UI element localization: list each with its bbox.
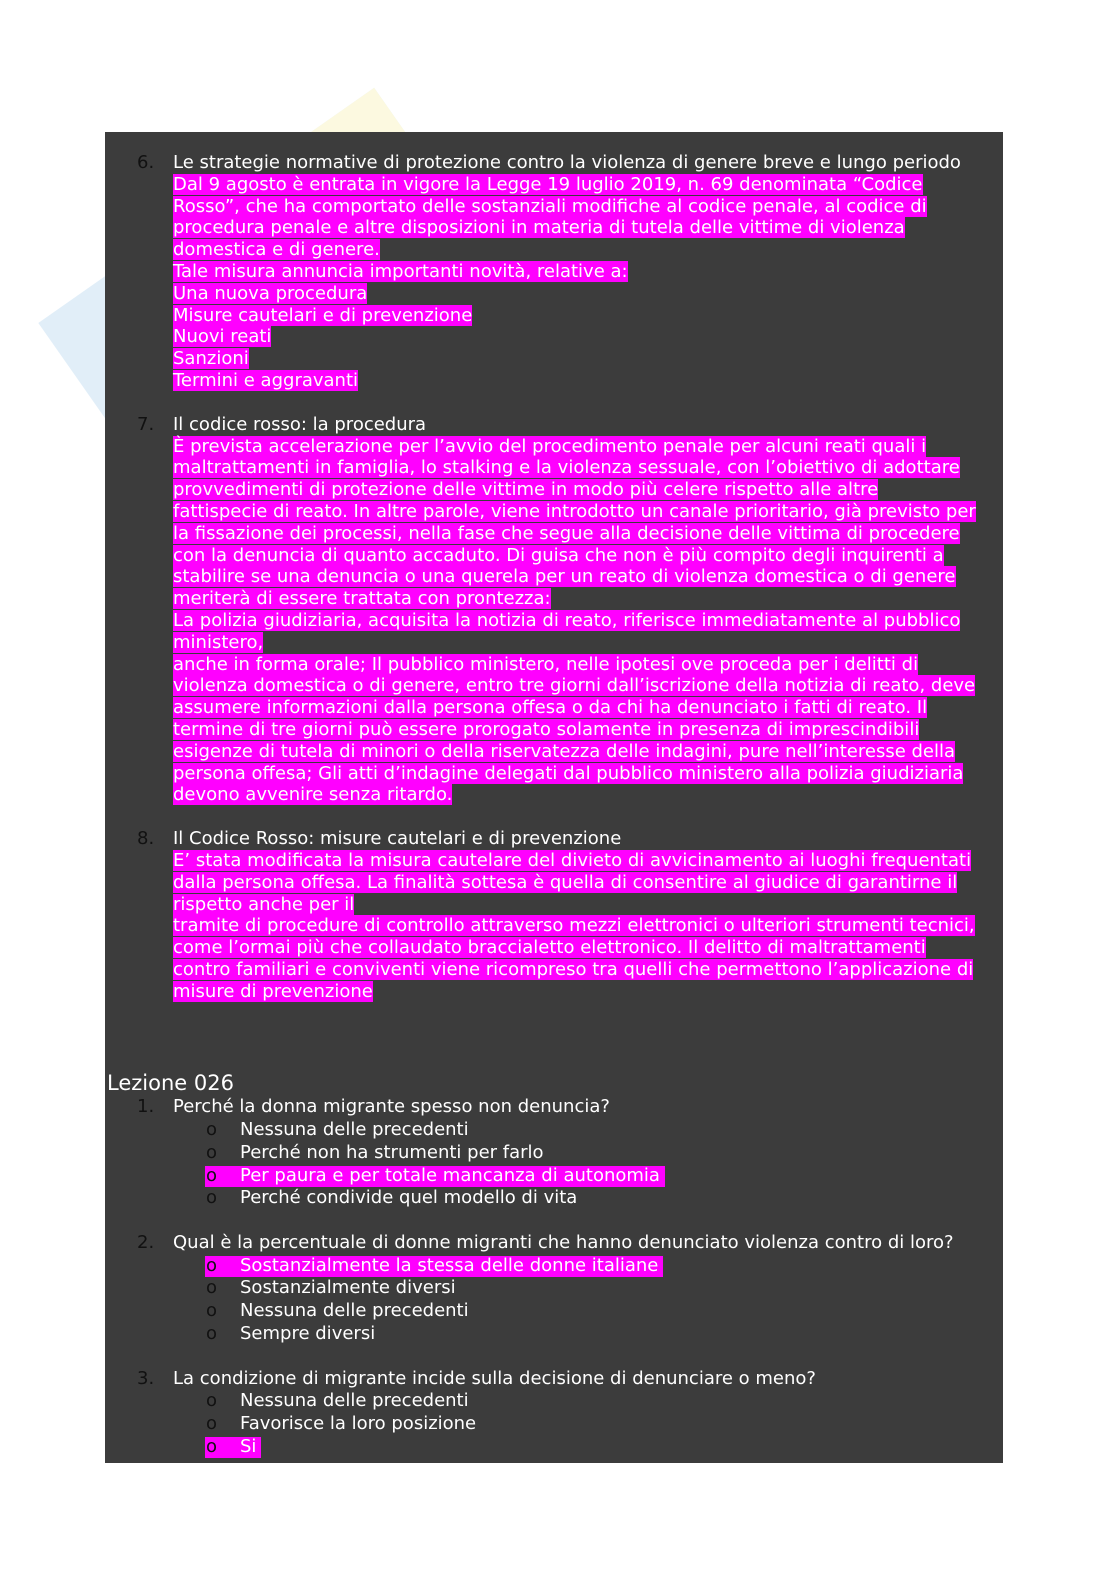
highlighted-text-line: la fissazione dei processi, nella fase che segue alla decisione delle vittima di procedere [173,522,960,544]
question-text: Perché la donna migrante spesso non denuncia? [173,1096,610,1118]
option-text: Nessuna delle precedenti [240,1300,469,1322]
highlighted-text-line: rispetto anche per il [173,893,355,915]
answer-option [105,1413,1003,1436]
section-number: 8. [137,828,155,850]
highlighted-text-line: Una nuova procedura [173,282,368,304]
question-number: 1. [137,1096,155,1118]
highlighted-text-line: meriterà di essere trattata con prontezza: [173,588,551,610]
bullet-icon: o [206,1119,218,1141]
highlighted-text-line: ministero, [173,631,264,653]
section-item [105,152,1003,392]
bullet-icon: o [206,1254,218,1276]
highlighted-text-line: Rosso”, che ha comportato delle sostanziali modifiche al codice penale, al codice di [173,195,927,217]
section-number: 7. [137,413,155,435]
bullet-icon: o [206,1390,218,1412]
answer-option [105,1119,1003,1142]
highlighted-text-line: La polizia giudiziaria, acquisita la notizia di reato, riferisce immediatamente al pubblico [173,609,961,631]
answer-option [105,1390,1003,1413]
option-text: Nessuna delle precedenti [240,1390,469,1412]
highlighted-text-line: fattispecie di reato. In altre parole, viene introdotto un canale prioritario, già previsto per [173,500,976,522]
question-text: Qual è la percentuale di donne migranti che hanno denunciato violenza contro di loro? [173,1232,954,1253]
question-number: 2. [137,1232,155,1253]
highlighted-text-line: Termini e aggravanti [173,369,359,391]
bullet-icon: o [206,1412,218,1434]
highlighted-text-line: termine di tre giorni può essere prorogato solamente in presenza di imprescindibili [173,718,920,740]
sections-list [105,152,1003,1002]
answer-option-selected [105,1255,1003,1278]
option-text: Perché condivide quel modello di vita [240,1187,578,1209]
highlighted-text-line: È prevista accelerazione per l’avvio del procedimento penale per alcuni reati quali i [173,435,927,457]
highlighted-text-line: esigenze di tutela di minori o della riservatezza delle indagini, pure nell’interesse della [173,740,956,762]
highlighted-text-line: contro familiari e conviventi viene ricompreso tra quelli che permettono l’applicazione di [173,958,974,980]
answer-option-selected [105,1436,1003,1459]
highlighted-text-line: Misure cautelari e di prevenzione [173,304,473,326]
bullet-icon: o [206,1187,218,1209]
document-page [105,132,1003,1463]
highlighted-text-line: violenza domestica o di genere, entro tre giorni dall’iscrizione della notizia di reato, deve [173,675,976,697]
answer-option [105,1300,1003,1323]
answer-option [105,1142,1003,1165]
section-heading: Il Codice Rosso: misure cautelari e di prevenzione [173,828,622,850]
highlighted-text-line: tramite di procedure di controllo attraverso mezzi elettronici o ulteriori strumenti tecnici, [173,915,975,937]
bullet-icon: o [206,1435,218,1457]
highlighted-text-line: devono avvenire senza ritardo. [173,784,453,806]
highlighted-text-line: dalla persona offesa. La finalità sottesa è quella di consentire al giudice di garantirne il [173,871,958,893]
answer-option [105,1323,1003,1346]
highlighted-text-line: maltrattamenti in famiglia, lo stalking e la violenza sessuale, con l’obiettivo di adottare [173,457,960,479]
option-text: Perché non ha strumenti per farlo [240,1141,544,1163]
section-item [105,414,1003,806]
question-number: 3. [137,1367,155,1389]
lesson-title: Lezione 026 [107,1071,234,1096]
highlighted-text-line: con la denuncia di quanto accaduto. Di guisa che non è più compito degli inquirenti a [173,544,944,566]
answer-option-selected [105,1165,1003,1188]
option-text: Sostanzialmente diversi [240,1277,456,1299]
highlighted-text-line: stabilire se una denuncia o una querela per un reato di violenza domestica o di genere [173,566,956,588]
highlighted-text-line: procedura penale e altre disposizioni in materia di tutela delle vittime di violenza [173,217,905,239]
option-text: Favorisce la loro posizione [240,1412,477,1434]
section-heading: Il codice rosso: la procedura [173,413,427,435]
answer-option [105,1277,1003,1300]
option-text: Sempre diversi [240,1322,376,1344]
bullet-icon: o [206,1277,218,1299]
option-text: Si [240,1435,257,1457]
bullet-icon: o [206,1322,218,1344]
highlighted-text-line: domestica e di genere. [173,239,380,261]
option-text: Sostanzialmente la stessa delle donne italiane [240,1254,659,1276]
section-item [105,828,1003,1002]
bullet-icon: o [206,1164,218,1186]
highlighted-text-line: Nuovi reati [173,326,272,348]
highlighted-text-line: assumere informazioni dalla persona offesa o da chi ha denunciato i fatti di reato. Il [173,697,928,719]
highlighted-text-line: persona offesa; Gli atti d’indagine delegati dal pubblico ministero alla polizia giudiziaria [173,762,964,784]
section-number: 6. [137,152,155,173]
question-item [105,1096,1003,1119]
highlighted-text-line: anche in forma orale; Il pubblico ministero, nelle ipotesi ove proceda per i delitti di [173,653,919,675]
highlighted-text-line: Tale misura annuncia importanti novità, relative a: [173,260,628,282]
bullet-icon: o [206,1141,218,1163]
question-item [105,1232,1003,1255]
highlighted-text-line: misure di prevenzione [173,980,373,1002]
option-text: Nessuna delle precedenti [240,1119,469,1141]
highlighted-text-line: Dal 9 agosto è entrata in vigore la Legge 19 luglio 2019, n. 69 denominata “Codice [173,173,923,195]
highlighted-text-line: provvedimenti di protezione delle vittime in modo più celere rispetto alle altre [173,479,879,501]
answer-option [105,1187,1003,1210]
question-item [105,1368,1003,1391]
section-heading: Le strategie normative di protezione contro la violenza di genere breve e lungo periodo [173,152,961,173]
questions-list [105,1096,1003,1458]
highlighted-text-line: come l’ormai più che collaudato braccialetto elettronico. Il delitto di maltrattamenti [173,937,926,959]
bullet-icon: o [206,1300,218,1322]
option-text: Per paura e per totale mancanza di autonomia [240,1164,660,1186]
highlighted-text-line: E’ stata modificata la misura cautelare del divieto di avvicinamento ai luoghi frequentati [173,849,972,871]
question-text: La condizione di migrante incide sulla decisione di denunciare o meno? [173,1367,816,1389]
highlighted-text-line: Sanzioni [173,348,249,370]
